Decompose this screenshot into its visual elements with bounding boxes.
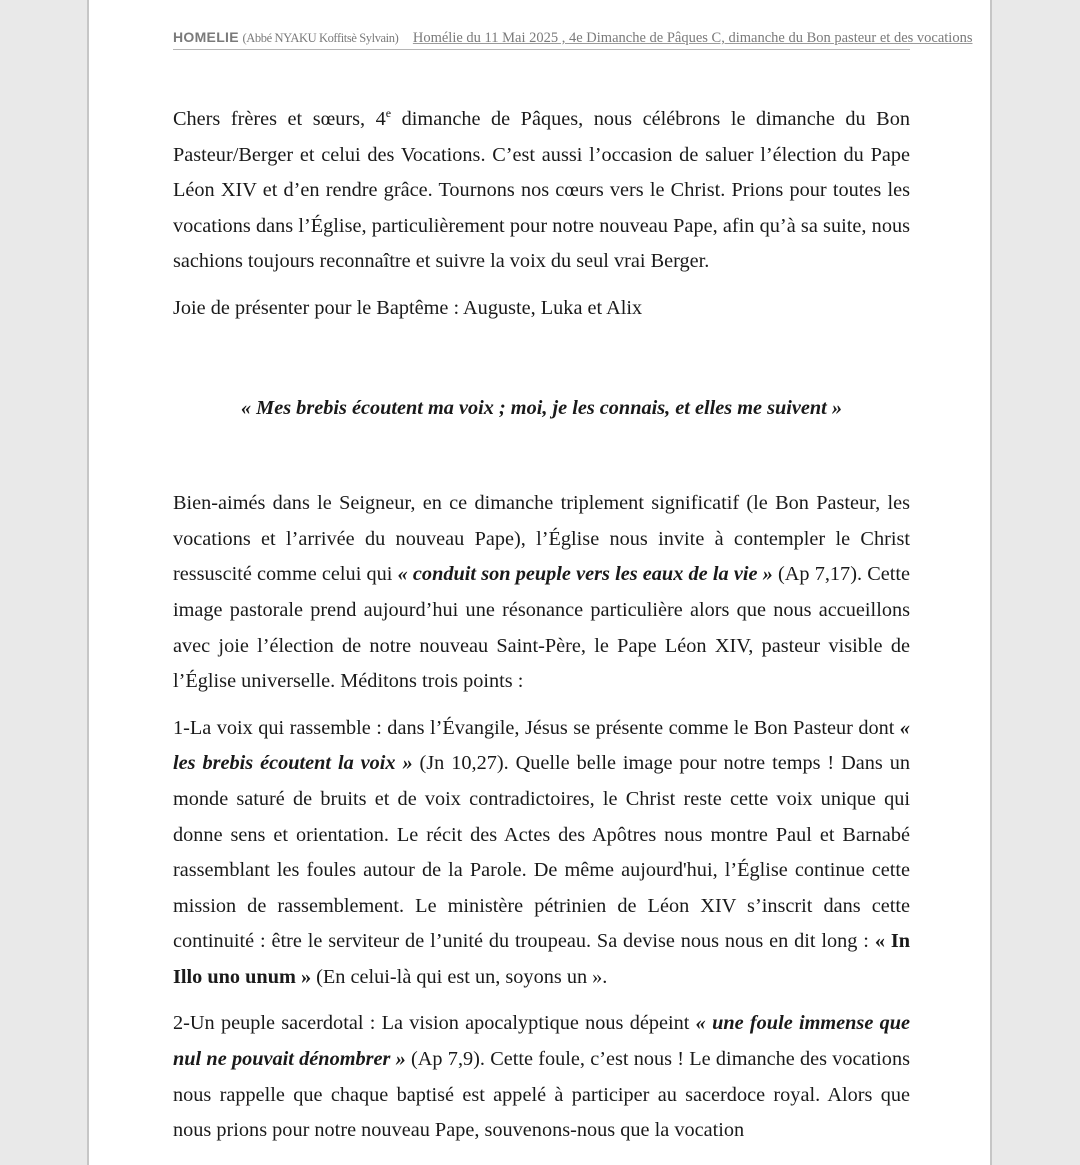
intro-superscript: e [385, 106, 392, 121]
homily-intro-text-a: Bien-aimés dans le Seigneur, en ce dimanche triplement significatif (le Bon Pasteur, les vocations et l’arrivée du nouveau Pape), l’Église nous invite à contempler le Christ ressuscité comme celui qui [173, 492, 910, 586]
intro-text-b: dimanche de Pâques, nous célébrons le dimanche du Bon Pasteur/Berger et celui des Vocations. C’est aussi l’occasion de saluer l’élection du Pape Léon XIV et d’en rendre grâce. Tournons nos cœurs vers le Christ. Prions pour toutes les vocations dans l’Église, particulièrement pour notre nouveau Pape, afin qu’à sa suite, nous sachions toujours reconnaître et suivre la voix du seul vrai Berger. [173, 108, 910, 273]
header-title: HOMELIE [173, 29, 239, 45]
intro-paragraph [173, 102, 910, 280]
header-spacer [402, 30, 409, 46]
point-2-text-a: 2-Un peuple sacerdotal : La vision apocalyptique nous dépeint [173, 1012, 696, 1035]
homily-intro-text-b: (Ap 7,17). Cette image pastorale prend aujourd’hui une résonance particulière alors que nous accueillons avec joie l’élection de notre nouveau Saint-Père, le Pape Léon XIV, pasteur visible de l’Église universelle. Méditons trois points : [173, 563, 911, 693]
header-author: (Abbé NYAKU Koffitsè Sylvain) [242, 31, 399, 45]
page-header [173, 29, 973, 50]
point-2-paragraph [173, 1006, 910, 1148]
point-1-paragraph [173, 711, 910, 996]
point-1-text-b: (Jn 10,27). Quelle belle image pour notre temps ! Dans un monde saturé de bruits et de voix contradictoires, le Christ reste cette voix unique qui donne sens et orientation. Le récit des Actes des Apôtres nous montre Paul et Barnabé rassemblant les foules autour de la Parole. De même aujourd'hui, l’Église continue cette mission de rassemblement. Le ministère pétrinien de Léon XIV s’inscrit dans cette continuité : être le serviteur de l’unité du troupeau. Sa devise nous nous en dit long : [173, 752, 910, 953]
point-2-text-b: (Ap 7,9). Cette foule, c’est nous ! Le dimanche des vocations nous rappelle que chaque baptisé est appelé à participer au sacerdoce royal. Alors que nous prions pour notre nouveau Pape, souvenons-nous que la vocation [173, 1048, 910, 1142]
document-page [87, 0, 992, 1165]
homily-intro-paragraph [173, 486, 910, 700]
homily-intro-citation: « conduit son peuple vers les eaux de la vie » [397, 563, 773, 586]
gospel-quote: « Mes brebis écoutent ma voix ; moi, je les connais, et elles me suivent » [240, 396, 843, 419]
intro-text-a: Chers frères et sœurs, 4 [173, 108, 386, 130]
point-2-citation: « une foule immense que nul ne pouvait dénombrer » [173, 1012, 911, 1071]
baptism-paragraph: Joie de présenter pour le Baptême : Auguste, Luka et Alix [173, 296, 643, 319]
header-subtitle: Homélie du 11 Mai 2025 , 4e Dimanche de Pâques C, dimanche du Bon pasteur et des vocations [412, 30, 973, 46]
point-1-citation: « les brebis écoutent la voix » [173, 716, 910, 775]
document-body [173, 102, 910, 1149]
point-1-text-c: (En celui-là qui est un, soyons un ». [311, 965, 608, 988]
point-1-text-a: 1-La voix qui rassemble : dans l’Évangile, Jésus se présente comme le Bon Pasteur dont [173, 716, 900, 739]
point-1-motto: « In Illo uno unum » [173, 930, 910, 988]
